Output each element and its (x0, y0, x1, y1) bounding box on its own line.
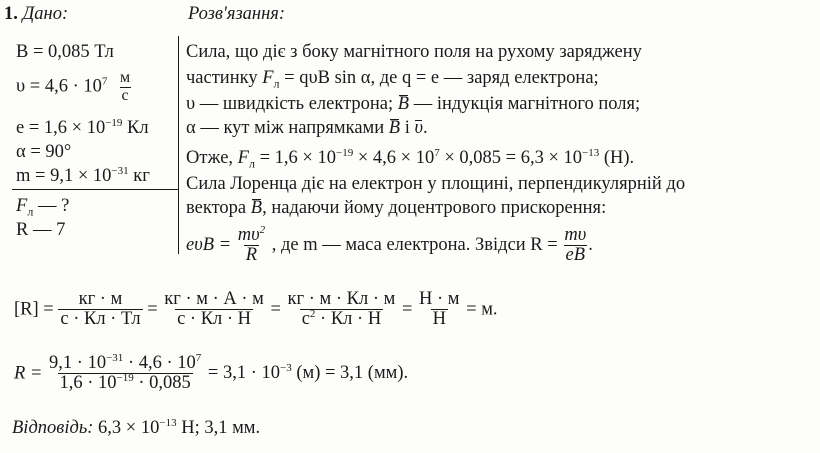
solution-line-6: Сила Лоренца діє на електрон у площині, перпендикулярній до (186, 174, 686, 194)
given-mass: $m = 9,1 \times 10^{-31}$ кг (16, 164, 150, 186)
given-heading: Дано: (22, 4, 69, 24)
problem-number: 1. (4, 4, 18, 24)
unit-check: [R] = $\frac{кг \cdot м}{с \cdot Кл \cdot Тл}$ = $\frac{кг \cdot м \cdot А \cdot м}{с \cdot Кл \cdot Н}$ = $\frac{кг \cdot м \cdot Кл \cdot м}{с^2 \cdot Кл \cdot Н}$ = $\frac{Н \cdot м}{Н}$ = м. (14, 289, 498, 330)
answer-line: Відповідь: $6,3 \times 10^{-13}$ Н; 3,1 мм. (12, 416, 261, 438)
solution-line-7: вектора B, надаючи йому доцентрового прискорення: (186, 198, 607, 218)
given-B: B = 0,085 Тл (16, 42, 114, 62)
find-radius: R — 7 (16, 220, 66, 240)
given-divider-vertical (178, 36, 179, 254)
solution-heading: Розв'язання: (188, 4, 286, 24)
solution-line-3: υ — швидкість електрона; B — індукція магнітного поля; (186, 94, 641, 114)
given-alpha: α = 90° (16, 142, 72, 162)
solution-line-4: α — кут між напрямками B і υ. (186, 118, 428, 138)
solution-line-8: eυB = $\frac{m\upsilon^2}{R}$ , де m — маса електрона. Звідси R = $\frac{m\upsilon}{eB}$ . (186, 223, 593, 266)
solution-line-1: Сила, що діє з боку магнітного поля на рухому заряджену (186, 42, 642, 62)
given-charge: $e = 1,6 \times 10^{-19}$ Кл (16, 116, 149, 138)
solution-line-5: Отже, $F_л = 1,6 \times 10^{-19} \times 4,6 \times 10^7 \times 0,085 = 6,3 \times 10^{-13}$ (Н). (186, 146, 635, 171)
problem-header (4, 4, 68, 25)
answer-label: Відповідь: (12, 418, 94, 438)
radius-calculation: R = $\frac{9,1 \cdot 10^{-31} \cdot 4,6 \cdot 10^7}{1,6 \cdot 10^{-19} \cdot 0,085}$ = $3,1 \cdot 10^{-3}$ (м) = 3,1 (мм). (14, 351, 409, 394)
given-velocity: $\upsilon = 4,6 \cdot 10^7$ $\frac{м}{с}$ (16, 69, 131, 104)
solution-line-2: частинку $F_л = q\upsilon B$ sin α, де q = e — заряд електрона; (186, 68, 599, 91)
find-force: $F_л$ — ? (16, 196, 70, 219)
given-divider-horizontal (12, 189, 178, 190)
